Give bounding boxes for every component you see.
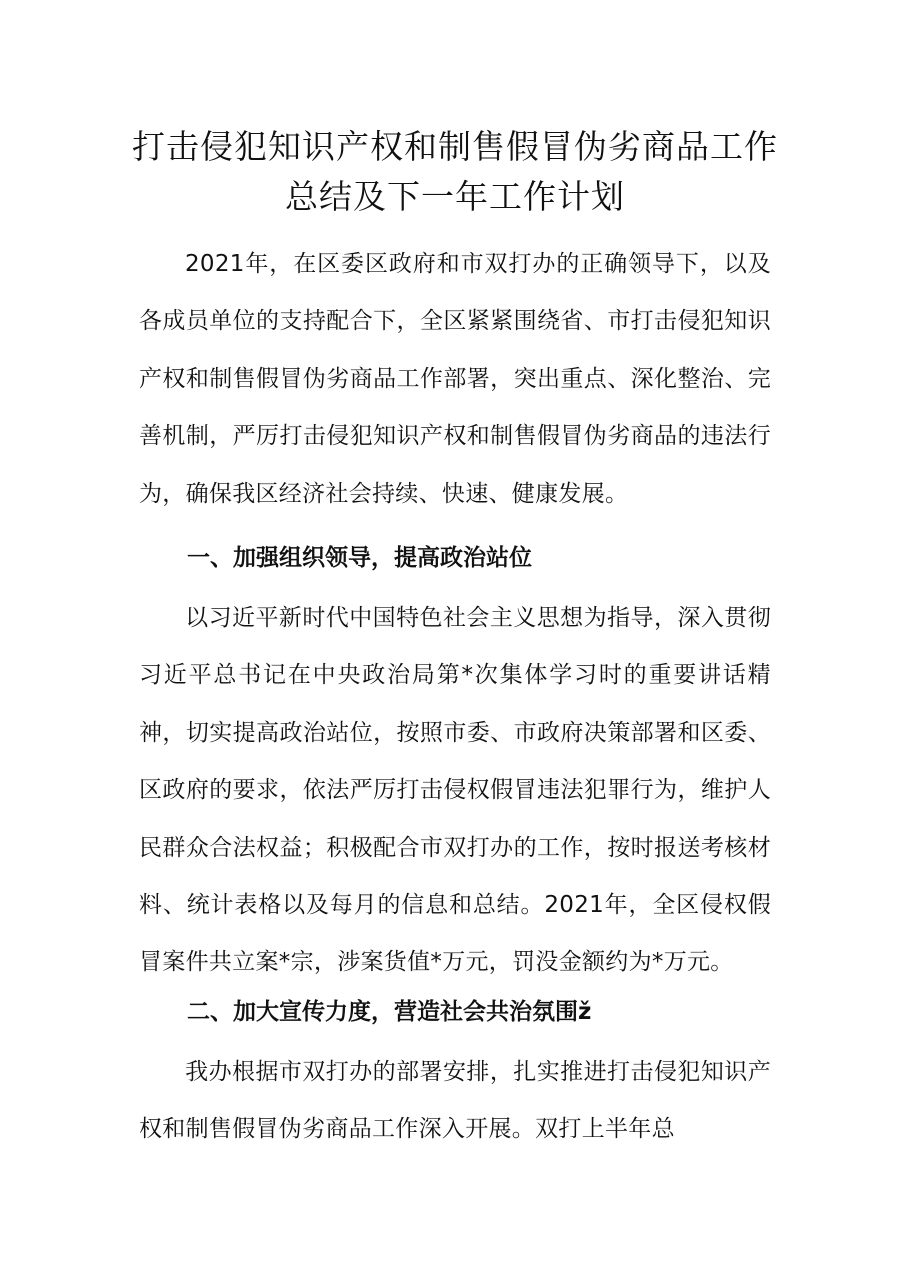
body-paragraph-intro bbox=[139, 236, 771, 523]
section-heading-1: 一、加强组织领导，提高政治站位 bbox=[187, 545, 532, 571]
paragraph-text: 2021年，在区委区政府和市双打办的正确领导下，以及各成员单位的支持配合下，全区紧紧围绕省、市打击侵犯知识产权和制售假冒伪劣商品工作部署，突出重点、深化整治、完善机制，严厉打击侵犯知识产权和制售假冒伪劣商品的违法行为，确保我区经济社会持续、快速、健康发展。 bbox=[139, 251, 771, 507]
section-heading-2: 二、加大宣传力度，营造社会共治氛围ž bbox=[187, 999, 592, 1025]
paragraph-text: 我办根据市双打办的部署安排，扎实推进打击侵犯知识产权和制售假冒伪劣商品工作深入开展。双打上半年总 bbox=[139, 1059, 771, 1143]
document-title: 打击侵犯知识产权和制售假冒伪劣商品工作总结及下一年工作计划 bbox=[132, 127, 778, 216]
body-paragraph-section-2 bbox=[139, 1044, 771, 1159]
paragraph-text: 以习近平新时代中国特色社会主义思想为指导，深入贯彻习近平总书记在中央政治局第*次集体学习时的重要讲话精神，切实提高政治站位，按照市委、市政府决策部署和区委、区政府的要求，依法严厉打击侵权假冒违法犯罪行为，维护人民群众合法权益；积极配合市双打办的工作，按时报送考核材料、统计表格以及每月的信息和总结。2021年，全区侵权假冒案件共立案*宗，涉案货值*万元，罚没金额约为*万元。 bbox=[139, 605, 771, 976]
body-paragraph-section-1 bbox=[139, 590, 771, 992]
